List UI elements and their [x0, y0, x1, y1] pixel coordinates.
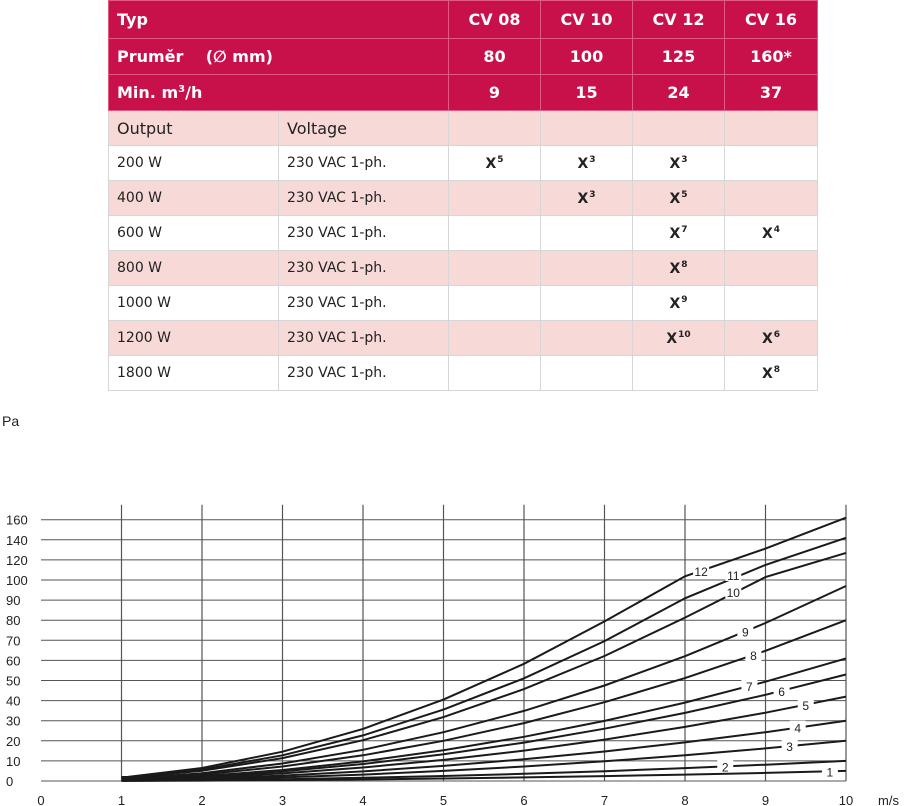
mark-x: X: [669, 260, 681, 277]
mark-superscript: 10: [678, 329, 691, 340]
series-label: 4: [794, 721, 802, 736]
header-label: [109, 75, 449, 111]
empty-cell: [449, 216, 541, 251]
header-label: Typ: [109, 1, 449, 39]
x-tick-label: 8: [681, 793, 689, 806]
header-value: 9: [449, 75, 541, 111]
y-tick-labels: [6, 513, 28, 789]
output-cell: 1200 W: [109, 321, 279, 356]
y-tick-label: 0: [6, 774, 14, 789]
voltage-cell: 230 VAC 1-ph.: [279, 321, 449, 356]
x-axis-label: m/s: [878, 793, 899, 806]
pressure-velocity-chart: [0, 400, 905, 806]
mark-superscript: 8: [773, 364, 781, 375]
header-value: CV 12: [633, 1, 725, 39]
mark-superscript: 3: [589, 154, 596, 165]
empty-cell: [633, 111, 725, 146]
y-tick-label: 10: [6, 753, 21, 769]
empty-cell: [541, 251, 633, 286]
series-line-5: [122, 697, 847, 781]
empty-cell: [541, 111, 633, 146]
y-axis-label: Pa: [2, 413, 20, 429]
x-tick-label: 1: [117, 793, 126, 806]
header-value: 125: [633, 39, 725, 75]
empty-cell: [725, 111, 818, 146]
empty-cell: [725, 146, 818, 181]
mark-x: X: [761, 365, 773, 382]
availability-mark: [633, 321, 725, 356]
empty-cell: [633, 356, 725, 391]
table-row: [109, 286, 818, 321]
table-row: [109, 216, 818, 251]
empty-cell: [449, 286, 541, 321]
x-tick-label: 4: [359, 793, 367, 806]
mark-x: X: [669, 155, 681, 172]
output-cell: 400 W: [109, 181, 279, 216]
series-label: 1: [826, 765, 834, 780]
availability-mark: [725, 216, 818, 251]
empty-cell: [541, 216, 633, 251]
output-cell: 200 W: [109, 146, 279, 181]
series-lines: [122, 518, 847, 781]
y-tick-label: 160: [6, 512, 28, 528]
mark-x: X: [669, 190, 681, 207]
series-label: 7: [746, 680, 753, 695]
header-value: CV 16: [725, 1, 818, 39]
mark-superscript: 4: [773, 224, 781, 235]
y-tick-label: 70: [6, 633, 21, 649]
mark-x: X: [761, 225, 773, 242]
header-value: 15: [541, 75, 633, 111]
series-label: 6: [778, 684, 785, 699]
header-row: [109, 1, 818, 39]
series-label: 3: [786, 740, 793, 755]
mark-x: X: [669, 295, 681, 312]
output-cell: 800 W: [109, 251, 279, 286]
mark-superscript: 7: [681, 224, 688, 235]
empty-cell: [725, 286, 818, 321]
header-label-sup: 3: [178, 84, 186, 95]
table-row: [109, 146, 818, 181]
output-cell: 1000 W: [109, 286, 279, 321]
y-tick-label: 40: [6, 693, 21, 709]
output-cell: 600 W: [109, 216, 279, 251]
empty-cell: [449, 111, 541, 146]
header-label: Pruměr (∅ mm): [109, 39, 449, 75]
empty-cell: [541, 286, 633, 321]
table-row: [109, 251, 818, 286]
availability-mark: [633, 216, 725, 251]
header-value: CV 08: [449, 1, 541, 39]
empty-cell: [449, 356, 541, 391]
empty-cell: [449, 251, 541, 286]
x-tick-label: 6: [520, 793, 528, 806]
mark-x: X: [577, 190, 589, 207]
availability-mark: [633, 286, 725, 321]
output-cell: 1800 W: [109, 356, 279, 391]
voltage-cell: 230 VAC 1-ph.: [279, 181, 449, 216]
x-tick-labels: [37, 793, 853, 806]
chart-grid: [41, 505, 846, 781]
voltage-cell: 230 VAC 1-ph.: [279, 356, 449, 391]
header-value: 100: [541, 39, 633, 75]
series-label: 9: [742, 625, 749, 640]
y-tick-label: 80: [6, 613, 21, 629]
mark-x: X: [485, 155, 497, 172]
voltage-column-header: Voltage: [279, 111, 449, 146]
table-row: [109, 356, 818, 391]
y-tick-label: 30: [6, 713, 21, 729]
voltage-cell: 230 VAC 1-ph.: [279, 286, 449, 321]
empty-cell: [449, 181, 541, 216]
mark-superscript: 5: [497, 154, 504, 165]
availability-mark: [633, 181, 725, 216]
y-tick-label: 120: [6, 552, 28, 568]
x-tick-label: 5: [439, 793, 448, 806]
y-tick-label: 140: [6, 532, 28, 548]
empty-cell: [725, 181, 818, 216]
subheader-row: [109, 111, 818, 146]
mark-superscript: 6: [773, 329, 781, 340]
series-label: 10: [726, 586, 740, 601]
y-tick-label: 100: [6, 573, 28, 588]
mark-superscript: 3: [589, 189, 596, 200]
header-value: 37: [725, 75, 818, 111]
x-tick-label: 2: [198, 793, 206, 806]
empty-cell: [541, 321, 633, 356]
availability-mark: [725, 356, 818, 391]
series-label: 8: [750, 649, 757, 664]
header-label-suffix: /h: [185, 83, 203, 102]
table-row: [109, 321, 818, 356]
mark-superscript: 3: [681, 154, 688, 165]
series-line-12: [122, 518, 847, 778]
mark-x: X: [669, 225, 681, 242]
empty-cell: [541, 356, 633, 391]
mark-x: X: [761, 330, 773, 347]
x-tick-label: 9: [761, 793, 770, 806]
header-value: 160*: [725, 39, 818, 75]
mark-superscript: 8: [681, 259, 688, 270]
availability-mark: [633, 251, 725, 286]
voltage-cell: 230 VAC 1-ph.: [279, 146, 449, 181]
mark-superscript: 5: [681, 189, 688, 200]
table-row: [109, 181, 818, 216]
availability-mark: [541, 181, 633, 216]
availability-mark: [449, 146, 541, 181]
header-value: 24: [633, 75, 725, 111]
header-value: 80: [449, 39, 541, 75]
y-tick-label: 50: [6, 673, 21, 689]
header-value: CV 10: [541, 1, 633, 39]
availability-mark: [541, 146, 633, 181]
header-label-text: Min. m: [117, 83, 179, 102]
x-tick-label: 7: [600, 793, 609, 806]
y-tick-label: 60: [6, 653, 21, 669]
mark-x: X: [577, 155, 589, 172]
header-row: [109, 75, 818, 111]
availability-mark: [633, 146, 725, 181]
series-label: 12: [694, 565, 708, 580]
empty-cell: [725, 251, 818, 286]
y-tick-label: 20: [6, 733, 21, 749]
x-tick-label: 0: [37, 793, 45, 806]
spec-table: [108, 0, 818, 391]
x-tick-label: 3: [278, 793, 287, 806]
y-tick-label: 90: [6, 593, 21, 609]
availability-mark: [725, 321, 818, 356]
x-tick-label: 10: [838, 793, 854, 806]
mark-x: X: [666, 330, 678, 347]
series-label: 5: [802, 698, 810, 713]
voltage-cell: 230 VAC 1-ph.: [279, 216, 449, 251]
empty-cell: [449, 321, 541, 356]
voltage-cell: 230 VAC 1-ph.: [279, 251, 449, 286]
header-row: [109, 39, 818, 75]
series-label: 11: [727, 568, 740, 583]
series-label: 2: [721, 760, 729, 775]
mark-superscript: 9: [681, 294, 688, 305]
output-column-header: Output: [109, 111, 279, 146]
